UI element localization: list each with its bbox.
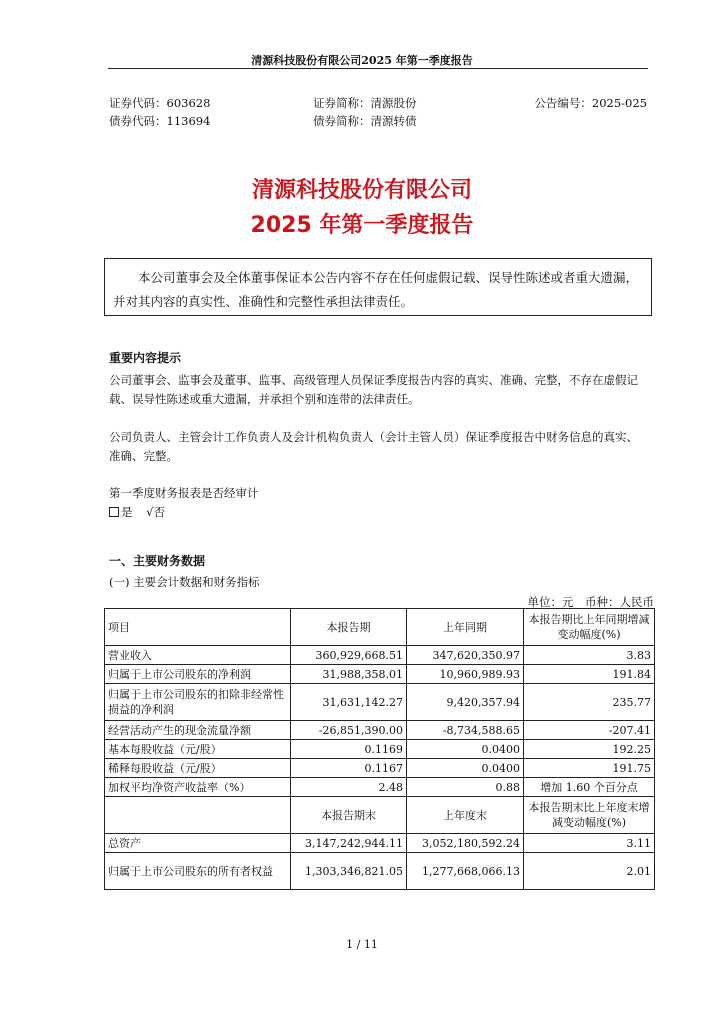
unit-currency-note: 单位：元 币种：人民币: [527, 595, 654, 609]
table-header-cell: 本报告期末比上年度末增减变动幅度(%): [524, 797, 655, 834]
table-cell: -26,851,390.00: [291, 721, 407, 740]
important-para-1: 公司董事会、监事会及董事、监事、高级管理人员保证季度报告内容的真实、准确、完整，不存在虚假记载、误导性陈述或重大遗漏，并承担个别和连带的法律责任。: [109, 373, 638, 406]
table-cell: 3.83: [524, 646, 655, 665]
table-header-cell: 上年度末: [407, 797, 524, 834]
table-row: [105, 665, 655, 684]
table-cell: 3.11: [524, 834, 655, 853]
table-row: [105, 721, 655, 740]
table-cell: 31,988,358.01: [291, 665, 407, 684]
announcement-number: 公告编号：2025-025: [534, 96, 647, 110]
table-cell: 2.48: [291, 778, 407, 797]
table-cell: 加权平均净资产收益率（%）: [105, 778, 291, 797]
table-cell: 1,303,346,821.05: [291, 853, 407, 890]
table-row: [105, 740, 655, 759]
table-row: [105, 684, 655, 721]
table-cell: 191.84: [524, 665, 655, 684]
bond-code: 债券代码：113694: [109, 114, 211, 128]
checkbox-empty-icon: [109, 507, 119, 517]
table-cell: 总资产: [105, 834, 291, 853]
table-row: [105, 646, 655, 665]
table-row: [105, 778, 655, 797]
stock-abbreviation: 证券简称：清源股份: [313, 96, 417, 110]
report-title: 2025 年第一季度报告: [250, 213, 474, 238]
table-header-cell: 本报告期末: [291, 797, 407, 834]
table-cell: 3,052,180,592.24: [407, 834, 524, 853]
audit-options: [109, 504, 165, 520]
table-cell: 基本每股收益（元/股）: [105, 740, 291, 759]
table-cell: 235.77: [524, 684, 655, 721]
table-cell: 稀释每股收益（元/股）: [105, 759, 291, 778]
table-cell: 0.0400: [407, 740, 524, 759]
stock-code: 证券代码：603628: [109, 96, 211, 110]
table-cell: 2.01: [524, 853, 655, 890]
table-header-cell: [105, 797, 291, 834]
table-header-row: [105, 609, 655, 646]
table-header-row: [105, 797, 655, 834]
table-cell: 归属于上市公司股东的扣除非经常性损益的净利润: [105, 684, 291, 721]
table-cell: -207.41: [524, 721, 655, 740]
table-cell: 0.1169: [291, 740, 407, 759]
table-cell: 3,147,242,944.11: [291, 834, 407, 853]
table-header-cell: 本报告期比上年同期增减变动幅度(%): [524, 609, 655, 646]
table-header-cell: 本报告期: [291, 609, 407, 646]
important-heading: 重要内容提示: [109, 351, 182, 365]
table-cell: 经营活动产生的现金流量净额: [105, 721, 291, 740]
audit-question: 第一季度财务报表是否经审计: [109, 486, 259, 500]
table-cell: 10,960,989.93: [407, 665, 524, 684]
important-para-2: 公司负责人、主管会计工作负责人及会计机构负责人（会计主管人员）保证季度报告中财务信息的真实、准确、完整。: [109, 430, 638, 463]
table-row: [105, 759, 655, 778]
section-1-subheading: (一) 主要会计数据和财务指标: [109, 575, 260, 589]
table-cell: 增加 1.60 个百分点: [524, 778, 655, 797]
bond-abbreviation: 债券简称：清源转债: [313, 114, 417, 128]
audit-no-label: √否: [146, 505, 165, 519]
board-notice-box: 本公司董事会及全体董事保证本公告内容不存在任何虚假记载、误导性陈述或者重大遗漏，并对其内容的真实性、准确性和完整性承担法律责任。: [104, 258, 652, 316]
audit-yes-label: 是: [121, 505, 133, 519]
table-cell: 归属于上市公司股东的净利润: [105, 665, 291, 684]
table-cell: 347,620,350.97: [407, 646, 524, 665]
page-number: 1 / 11: [346, 938, 378, 951]
company-title: 清源科技股份有限公司: [251, 178, 472, 203]
header-rule: [108, 68, 648, 69]
section-1-heading: 一、主要财务数据: [109, 554, 206, 568]
table-cell: 营业收入: [105, 646, 291, 665]
table-cell: 0.1167: [291, 759, 407, 778]
table-header-cell: 项目: [105, 609, 291, 646]
table-cell: 191.75: [524, 759, 655, 778]
table-cell: 0.88: [407, 778, 524, 797]
financial-data-table: [104, 608, 655, 890]
table-cell: -8,734,588.65: [407, 721, 524, 740]
table-cell: 31,631,142.27: [291, 684, 407, 721]
table-cell: 360,929,668.51: [291, 646, 407, 665]
table-cell: 192.25: [524, 740, 655, 759]
table-cell: 9,420,357.94: [407, 684, 524, 721]
table-cell: 归属于上市公司股东的所有者权益: [105, 853, 291, 890]
table-header-cell: 上年同期: [407, 609, 524, 646]
table-cell: 1,277,668,066.13: [407, 853, 524, 890]
table-cell: 0.0400: [407, 759, 524, 778]
running-header: 清源科技股份有限公司2025 年第一季度报告: [251, 54, 473, 67]
table-row: [105, 834, 655, 853]
table-row: [105, 853, 655, 890]
